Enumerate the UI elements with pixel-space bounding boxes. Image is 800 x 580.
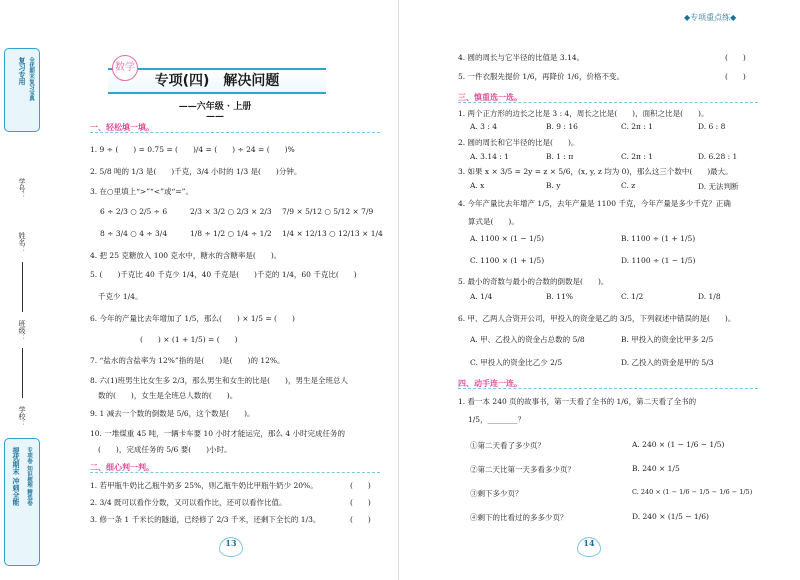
judge-5-answer[interactable]: ( ) [725, 72, 746, 81]
choice-3-d[interactable]: D. 无法判断 [698, 182, 739, 191]
section-fill: 一、轻松填一填。 [90, 123, 154, 132]
q8-line1: 8. 六(1)班男生比女生多 2/3，那么男生和女生的比是( )，男生是全班总人 [90, 376, 348, 385]
match-left-1[interactable]: ①第二天看了多少页？ [470, 441, 545, 450]
judge-2-answer[interactable]: ( ) [350, 498, 371, 507]
match-right-d[interactable]: D. 240 × (1/5 − 1/6) [632, 512, 709, 521]
choice-6: 6. 甲、乙两人合资开公司，甲投入的资金是乙的 3/5，下列叙述中错误的是( )。 [458, 314, 736, 323]
match-question-line1: 1. 看一本 240 页的故事书，第一天看了全书的 1/6，第二天看了全书的 [458, 397, 697, 406]
q2: 2. 5/8 吨的 1/3 是( )千克，3/4 小时的 1/3 是( )分钟。 [90, 167, 302, 176]
judge-1-answer[interactable]: ( ) [350, 481, 371, 490]
choice-3-b[interactable]: B. y [546, 181, 561, 190]
q3-r2-a: 8 ÷ 3/4 ○ 4 ÷ 3/4 [100, 229, 168, 238]
choice-5-a[interactable]: A. 1/4 [470, 292, 493, 301]
q4: 4. 把 25 克糖放入 100 克水中，糖水的含糖率是( )。 [90, 251, 282, 260]
choice-5: 5. 最小的奇数与最小的合数的倒数是( )。 [458, 277, 609, 286]
judge-4-answer[interactable]: ( ) [725, 53, 746, 62]
match-left-3[interactable]: ③剩下多少页？ [470, 489, 523, 498]
judge-2: 2. 3/4 既可以看作分数，又可以看作比，还可以看作比值。 [90, 498, 287, 507]
match-question-line2: 1/5，________？ [468, 415, 526, 424]
choice-3-a[interactable]: A. x [470, 181, 485, 190]
strip-top-box [4, 48, 40, 132]
section-match: 四、动手连一连。 [458, 379, 522, 388]
choice-6-d[interactable]: D. 乙投入的资金是甲的 5/3 [621, 358, 714, 367]
class-line [22, 348, 23, 398]
choice-3-c[interactable]: C. z [621, 181, 636, 190]
judge-5: 5. 一件衣服先提价 1/6，再降价 1/6，价格不变。 [458, 72, 624, 81]
q10-line1: 10. 一堆煤重 45 吨，一辆卡车要 10 小时才能运完，那么 4 小时完成任务的 [90, 429, 345, 438]
section-judge: 二、细心判一判。 [90, 463, 154, 472]
choice-1-a[interactable]: A. 3 : 4 [470, 122, 498, 131]
choice-4-line2: 算式是( )。 [468, 217, 519, 226]
page-divider [398, 0, 399, 580]
judge-4: 4. 圆的周长与它半径的比值是 3.14。 [458, 53, 585, 62]
choice-1: 1. 两个正方形的边长之比是 3 : 4，周长之比是( )，面积之比是( )。 [458, 109, 709, 118]
match-right-a[interactable]: A. 240 × (1 − 1/6 − 1/5) [632, 440, 725, 449]
label-student-no: 学号： [18, 178, 26, 199]
q3-r2-c: 1/4 × 12/13 ○ 12/13 × 1/4 [282, 229, 383, 238]
section-rule [90, 132, 380, 133]
q7: 7. “盐水的含盐率为 12%”指的是( )是( )的 12%。 [90, 356, 285, 365]
q9: 9. 1 减去一个数的倒数是 5/6，这个数是( )。 [90, 409, 255, 418]
subject-badge: 数学 [112, 55, 138, 81]
q6-line2: ( ) × (1 + 1/5) = ( ) [140, 335, 238, 344]
strip-bottom-line1: 提优期末 冲刺全能 [12, 447, 21, 506]
choice-6-a[interactable]: A. 甲、乙投入的资金占总数的 5/8 [470, 335, 585, 344]
choice-4-a[interactable]: A. 1100 × (1 − 1/5) [470, 234, 545, 243]
match-left-2[interactable]: ②第二天比第一天多看多少页？ [470, 465, 575, 474]
choice-2-c[interactable]: C. 2π : 1 [621, 152, 654, 161]
q10-line2: ( )，完成任务的 5/6 要( )小时。 [98, 445, 232, 454]
strip-top-line1: 复习专用 [18, 57, 27, 85]
top-tag: ◆专项重点练◆ [684, 13, 737, 22]
q3-r1-a: 6 ÷ 2/3 ○ 2/5 ÷ 6 [100, 207, 168, 216]
strip-bottom-box [4, 438, 40, 566]
section-rule [458, 102, 758, 103]
choice-1-b[interactable]: B. 9 : 16 [546, 122, 578, 131]
choice-4-line1: 4. 今年产量比去年增产 1/5，去年产量是 1100 千克，今年产量是多少千克？正确 [458, 199, 731, 208]
choice-6-c[interactable]: C. 甲投入的资金比乙少 2/5 [470, 358, 563, 367]
judge-3: 3. 修一条 1 千米长的隧道，已经修了 2/3 千米，还剩下全长的 1/3。 [90, 515, 321, 524]
page-number-right: 14 [583, 538, 595, 548]
choice-5-d[interactable]: D. 1/8 [698, 292, 721, 301]
grade-label: ——六年级 · 上册—— [178, 102, 252, 122]
choice-2-d[interactable]: D. 6.28 : 1 [698, 152, 738, 161]
label-class: 班级： [18, 320, 26, 341]
judge-3-answer[interactable]: ( ) [350, 515, 371, 524]
side-strip [4, 48, 40, 568]
q3-r2-b: 1/8 ÷ 1/2 ○ 1/4 ÷ 1/2 [190, 229, 272, 238]
q5-line1: 5. ( )千克比 40 千克少 1/4，40 千克是( )千克的 1/4，60 千克比( ) [90, 270, 357, 279]
match-right-b[interactable]: B. 240 × 1/5 [632, 464, 680, 473]
name-line [22, 262, 23, 312]
choice-5-b[interactable]: B. 11% [546, 292, 573, 301]
choice-2: 2. 圆的周长和它半径的比是( )。 [458, 138, 579, 147]
page-number-left: 13 [225, 538, 237, 548]
strip-bottom-line2: 专项卷 知识梳理 精选卷 [26, 447, 32, 506]
judge-1: 1. 若甲瓶牛奶比乙瓶牛奶多 25%，则乙瓶牛奶比甲瓶牛奶少 20%。 [90, 481, 318, 490]
page-title: 专项(四) 解决问题 [108, 68, 326, 94]
choice-3: 3. 如果 x × 3/5 = 2y = z × 5/6，(x, y, z 均为 0)，那么这三个数中( )最大。 [458, 167, 733, 176]
choice-2-a[interactable]: A. 3.14 : 1 [470, 152, 509, 161]
choice-4-c[interactable]: C. 1100 × (1 + 1/5) [470, 256, 545, 265]
section-rule [90, 472, 380, 473]
choice-1-c[interactable]: C. 2π : 1 [621, 122, 654, 131]
q3: 3. 在○里填上“>”“<”或“=”。 [90, 187, 193, 196]
label-name: 姓名： [18, 232, 26, 253]
q1: 1. 9 ÷ ( ) = 0.75 = ( )/4 = ( ) ÷ 24 = ( )% [90, 145, 295, 154]
choice-4-d[interactable]: D. 1100 ÷ (1 − 1/5) [621, 256, 696, 265]
choice-5-c[interactable]: C. 1/2 [621, 292, 644, 301]
section-rule [458, 388, 758, 389]
choice-2-b[interactable]: B. 1 : π [546, 152, 574, 161]
q5-line2: 千克少 1/4。 [98, 292, 143, 301]
q3-r1-b: 2/3 × 3/2 ○ 2/3 × 2/3 [190, 207, 272, 216]
q6-line1: 6. 今年的产量比去年增加了 1/5，那么( ) × 1/5 = ( ) [90, 314, 295, 323]
match-left-4[interactable]: ④剩下的比看过的多多少页？ [470, 513, 568, 522]
choice-6-b[interactable]: B. 甲投入的资金比甲多 2/5 [621, 335, 714, 344]
choice-1-d[interactable]: D. 6 : 8 [698, 122, 726, 131]
q3-r1-c: 7/9 × 5/12 ○ 5/12 × 7/9 [282, 207, 374, 216]
strip-top-line2: 全优期末复习宝典 [28, 57, 34, 101]
q8-line2: 数的( )，女生是全班总人数的( )。 [98, 391, 238, 400]
match-right-c[interactable]: C. 240 × (1 − 1/6 − 1/5 − 1/6 − 1/5) [632, 488, 753, 496]
label-school: 学校： [18, 406, 26, 427]
choice-4-b[interactable]: B. 1100 ÷ (1 + 1/5) [621, 234, 696, 243]
section-choose: 三、慎重选一选。 [458, 93, 522, 102]
